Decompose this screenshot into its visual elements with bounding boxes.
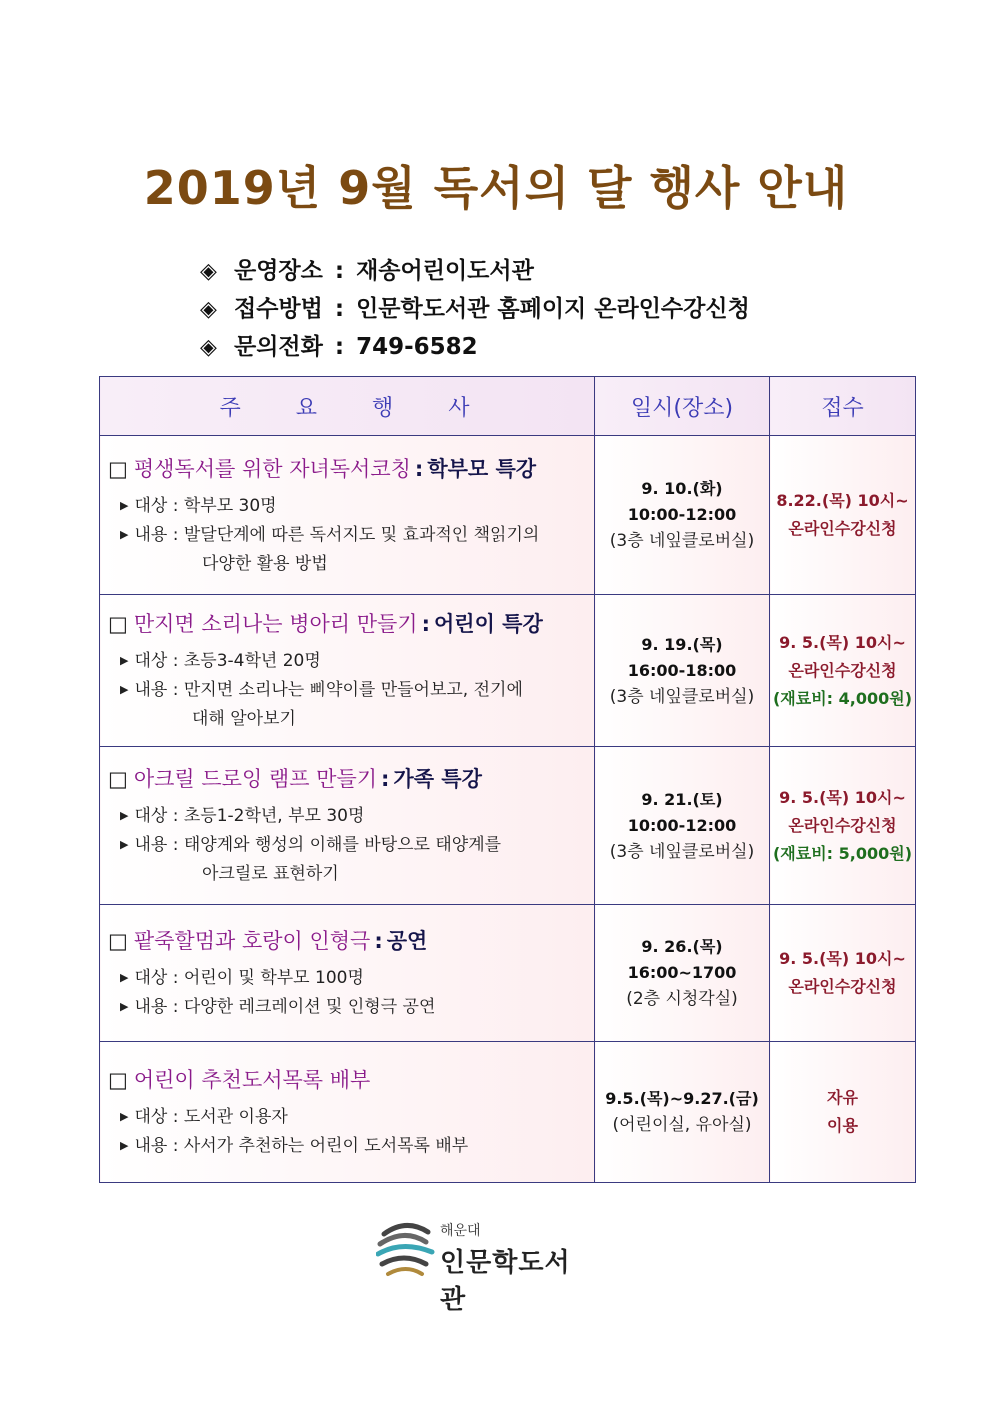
triangle-bullet-icon: ▶ — [120, 971, 129, 984]
event-date-cell — [595, 747, 770, 905]
triangle-bullet-icon: ▶ — [120, 498, 129, 512]
triangle-bullet-icon: ▶ — [120, 1000, 129, 1013]
event-title-text: 어린이 추천도서목록 배부 — [133, 1068, 371, 1092]
info-value: 749-6582 — [356, 334, 478, 360]
event-category: 어린이 특강 — [434, 612, 543, 636]
event-receive: 자유 — [827, 1088, 858, 1107]
triangle-bullet-icon: ▶ — [120, 1110, 129, 1123]
triangle-bullet-icon: ▶ — [120, 527, 129, 541]
diamond-bullet-icon: ◈ — [200, 259, 217, 284]
table-row — [100, 1042, 916, 1183]
triangle-bullet-icon: ▶ — [120, 683, 129, 696]
event-fee: (재료비: 4,000원) — [772, 688, 913, 708]
event-time: 10:00-12:00 — [627, 815, 737, 835]
event-colon: : — [374, 929, 383, 953]
event-category: 가족 특강 — [393, 767, 482, 791]
event-date-cell — [595, 436, 770, 595]
header-main-events: 주 요 행 사 — [100, 377, 595, 436]
checkbox-square-icon: □ — [108, 767, 128, 791]
event-colon: : — [421, 612, 430, 636]
info-key: 문의전화 — [234, 334, 323, 360]
event-receive-method: 온라인수강신청 — [788, 815, 897, 835]
info-list — [200, 252, 750, 366]
triangle-bullet-icon: ▶ — [120, 838, 129, 851]
event-time: 10:00-12:00 — [627, 505, 737, 524]
table-row — [100, 436, 916, 595]
event-title-text: 아크릴 드로잉 램프 만들기 — [133, 767, 378, 791]
info-method — [200, 290, 750, 328]
checkbox-square-icon: □ — [108, 456, 128, 481]
event-fee: (재료비: 5,000원) — [772, 843, 913, 863]
event-date-cell — [595, 595, 770, 747]
event-receive-method: 온라인수강신청 — [788, 519, 897, 538]
library-logo — [376, 1212, 576, 1315]
event-target: ▶ 대상 : 초등3-4학년 20명 — [120, 651, 321, 671]
event-desc-cell — [100, 436, 595, 595]
event-target: ▶ 대상 : 학부모 30명 — [120, 495, 277, 516]
checkbox-square-icon: □ — [108, 929, 128, 953]
info-value: 인문학도서관 홈페이지 온라인수강신청 — [356, 296, 750, 322]
event-receive-cell — [770, 747, 916, 905]
event-title-text: 평생독서를 위한 자녀독서코칭 — [133, 456, 411, 481]
event-title-text: 팥죽할멈과 호랑이 인형극 — [133, 929, 371, 953]
event-receive-cell — [770, 436, 916, 595]
event-content-cont: 대해 알아보기 — [192, 709, 296, 729]
event-receive-cell — [770, 595, 916, 747]
events-table — [99, 376, 916, 1183]
triangle-bullet-icon: ▶ — [120, 654, 129, 667]
info-key: 운영장소 — [234, 258, 323, 284]
event-place: (3층 네잎클로버실) — [609, 531, 755, 551]
event-receive-method: 온라인수강신청 — [788, 660, 897, 680]
info-sep: : — [334, 258, 345, 284]
event-category: 학부모 특강 — [427, 456, 537, 481]
triangle-bullet-icon: ▶ — [120, 809, 129, 822]
event-title-text: 만지면 소리나는 병아리 만들기 — [133, 612, 418, 636]
page-title: 2019년 9월 독서의 달 행사 안내 — [143, 161, 849, 215]
event-time: 16:00~1700 — [627, 963, 737, 982]
event-date-cell — [595, 905, 770, 1042]
info-sep: : — [334, 296, 345, 322]
table-row — [100, 905, 916, 1042]
event-colon: : — [381, 767, 390, 791]
info-sep: : — [334, 334, 345, 360]
event-title — [108, 763, 588, 793]
event-desc-cell — [100, 747, 595, 905]
event-desc-cell — [100, 905, 595, 1042]
event-receive-cell — [770, 1042, 916, 1183]
checkbox-square-icon: □ — [108, 612, 128, 636]
event-content: ▶ 내용 : 발달단계에 따른 독서지도 및 효과적인 책읽기의 — [120, 524, 540, 545]
event-receive-method: 이용 — [827, 1116, 858, 1135]
event-receive: 9. 5.(목) 10시~ — [779, 632, 906, 652]
table-row — [100, 595, 916, 747]
event-target: ▶ 대상 : 어린이 및 학부모 100명 — [120, 968, 364, 988]
logo-big-text: 인문학도서관 — [440, 1248, 571, 1315]
header-datetime: 일시(장소) — [595, 377, 770, 436]
event-title — [108, 1064, 588, 1094]
event-colon: : — [414, 456, 424, 481]
event-content: ▶ 내용 : 다양한 레크레이션 및 인형극 공연 — [120, 997, 436, 1017]
logo-small-text: 해운대 — [440, 1223, 481, 1239]
event-target: ▶ 대상 : 초등1-2학년, 부모 30명 — [120, 806, 365, 826]
info-key: 접수방법 — [234, 296, 323, 322]
info-phone — [200, 328, 750, 366]
event-receive: 8.22.(목) 10시~ — [776, 491, 909, 510]
event-title — [108, 453, 588, 483]
event-content: ▶ 내용 : 만지면 소리나는 삐약이를 만들어보고, 전기에 — [120, 680, 523, 700]
event-receive-method: 온라인수강신청 — [788, 977, 897, 996]
table-header-row — [100, 377, 916, 436]
event-content: ▶ 내용 : 사서가 추천하는 어린이 도서목록 배부 — [120, 1136, 469, 1156]
event-content: ▶ 내용 : 태양계와 행성의 이해를 바탕으로 태양계를 — [120, 835, 502, 855]
event-receive-cell — [770, 905, 916, 1042]
event-place: (어린이실, 유아실) — [612, 1115, 752, 1135]
event-place: (3층 네잎클로버실) — [609, 841, 755, 862]
checkbox-square-icon: □ — [108, 1068, 128, 1092]
info-location — [200, 252, 750, 290]
event-date: 9. 26.(목) — [641, 937, 723, 956]
event-date: 9. 19.(목) — [641, 634, 723, 654]
event-date-cell — [595, 1042, 770, 1183]
event-title — [108, 608, 588, 638]
table-row — [100, 747, 916, 905]
event-date: 9. 21.(토) — [641, 789, 723, 809]
wave-logo-icon — [376, 1212, 436, 1282]
event-place: (3층 네잎클로버실) — [609, 686, 755, 707]
header-receive: 접수 — [770, 377, 916, 436]
event-category: 공연 — [386, 929, 428, 953]
event-title — [108, 925, 588, 955]
event-time: 9.5.(목)~9.27.(금) — [605, 1089, 759, 1108]
event-receive: 9. 5.(목) 10시~ — [779, 787, 906, 807]
event-desc-cell — [100, 1042, 595, 1183]
event-target: ▶ 대상 : 도서관 이용자 — [120, 1107, 288, 1127]
triangle-bullet-icon: ▶ — [120, 1139, 129, 1152]
info-value: 재송어린이도서관 — [356, 258, 534, 284]
event-place: (2층 시청각실) — [626, 989, 738, 1009]
event-content-cont: 다양한 활용 방법 — [202, 553, 328, 574]
event-receive: 9. 5.(목) 10시~ — [779, 949, 906, 968]
diamond-bullet-icon: ◈ — [200, 335, 217, 360]
event-time: 16:00-18:00 — [627, 660, 737, 680]
diamond-bullet-icon: ◈ — [200, 297, 217, 322]
event-content-cont: 아크릴로 표현하기 — [202, 864, 339, 884]
event-desc-cell — [100, 595, 595, 747]
event-date: 9. 10.(화) — [641, 479, 723, 498]
